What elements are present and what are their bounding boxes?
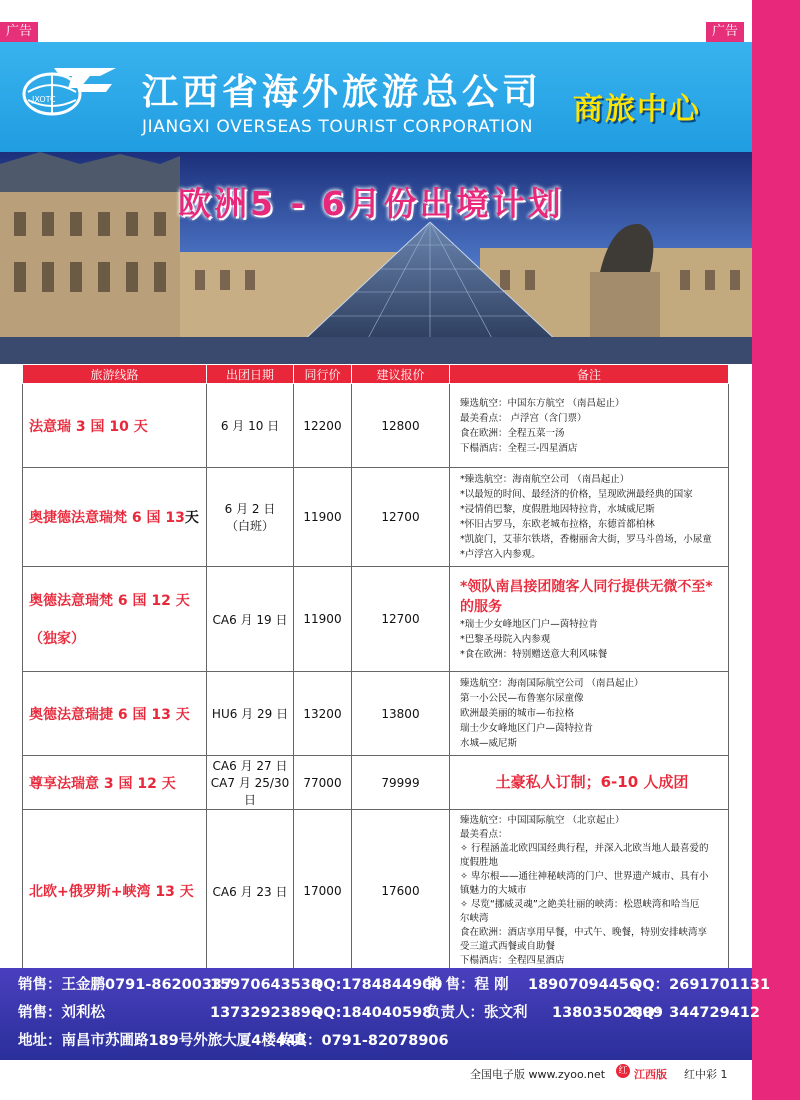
notes-cell: [450, 567, 729, 672]
note-line: 下榻酒店：全程三-四星酒店: [460, 442, 578, 454]
note-line: *怀旧古罗马，东欧老城布拉格，东德首都柏林: [460, 519, 655, 530]
date-cell: HU6 月 29 日: [207, 672, 294, 756]
notes-cell: [450, 672, 729, 756]
note-line: 镇魅力的大城市: [460, 885, 527, 896]
note-line: 臻选航空：海南国际航空公司 （南昌起止）: [460, 678, 644, 689]
highlight-note: 土豪私人订制；6-10 人成团: [495, 773, 689, 791]
edition-label: 江西版: [634, 1068, 667, 1081]
suggested-price-cell: 12700: [352, 468, 450, 567]
table-row: [23, 756, 729, 810]
company-name-en: JIANGXI OVERSEAS TOURIST CORPORATION: [142, 117, 534, 137]
date-cell: [207, 756, 294, 810]
table-row: [23, 810, 729, 973]
peer-price-cell: 11900: [294, 468, 352, 567]
note-line: 食在欧洲：酒店享用早餐，中式午、晚餐，特别安排峡湾享: [460, 927, 708, 938]
note-line: ✧ 尽览“挪威灵魂”之絶美壮丽的峡湾：松恩峡湾和哈当厄: [460, 899, 700, 910]
note-line: 尔峡湾: [460, 913, 489, 924]
table-row: [23, 567, 729, 672]
date-line: CA6 月 27 日: [212, 759, 288, 773]
note-line: ✧ 卑尔根——通往神秘峡湾的门户、世界遗产城市、具有小: [460, 871, 709, 882]
note-line: *巴黎圣母院入内参观: [460, 633, 551, 645]
site-url: 全国电子版 www.zyoo.net: [470, 1068, 606, 1081]
sales-phone-2: 18907094456: [528, 977, 639, 993]
note-line: 臻选航空：中国东方航空 （南昌起止）: [460, 397, 625, 409]
note-line: 瑞士少女峰地区门户—茵特拉肯: [460, 723, 594, 734]
sales-phone-3: 13732923896: [210, 1005, 321, 1021]
note-line: 最美看点： 卢浮宫（含门票）: [460, 412, 587, 424]
page-footer-line: [0, 1064, 752, 1082]
date-cell: CA6 月 19 日: [207, 567, 294, 672]
route-cell: [23, 468, 207, 567]
page-number: 红中彩 1: [684, 1068, 728, 1081]
notes-cell: [450, 756, 729, 810]
note-line: ✧ 行程涵盖北欧四国经典行程，并深入北欧当地人最喜爱的: [460, 843, 709, 854]
col-header-route: 旅游线路: [23, 365, 207, 384]
ad-label-right: 广告: [706, 22, 744, 42]
note-line: 下榻酒店：全程四星酒店: [460, 955, 565, 966]
manager-contact: 负责人：张文利: [426, 1005, 528, 1021]
note-line: 水城—威尼斯: [460, 738, 518, 749]
note-line: 第一小公民—布鲁塞尔尿童像: [460, 693, 584, 704]
date-line: 日: [243, 793, 256, 807]
address: 地址：南昌市苏圃路189号外旅大厦4楼448: [18, 1033, 307, 1049]
note-line: *卢浮宫入内参观。: [460, 549, 541, 560]
note-line: 受三道式西餐或自助餐: [460, 941, 556, 952]
col-header-date: 出团日期: [207, 365, 294, 384]
notes-cell: [450, 810, 729, 973]
peer-price-cell: 17000: [294, 810, 352, 973]
logo-text: JXOTC: [32, 95, 56, 104]
note-line: *臻选航空：海南航空公司 （南昌起止）: [460, 474, 630, 485]
sales-contact-2: 销 售：程 刚: [426, 977, 509, 993]
note-line: 度假胜地: [460, 857, 499, 868]
peer-price-cell: 12200: [294, 384, 352, 468]
tour-table: [22, 364, 729, 973]
note-line: 臻选航空：中国国际航空 （北京起止）: [460, 815, 625, 826]
sales-qq-3: QQ:184040598: [311, 1005, 433, 1021]
note-line: *浸情俏巴黎，度假胜地因特拉肯，水城威尼斯: [460, 504, 655, 515]
route-exclusive-tag: （独家）: [29, 631, 85, 647]
sales-qq: QQ:1784844900: [311, 977, 443, 993]
date-line: CA7 月 25/30: [210, 776, 290, 790]
peer-price-cell: 77000: [294, 756, 352, 810]
table-row: [23, 384, 729, 468]
table-row: [23, 468, 729, 567]
route-cell: 北欧+俄罗斯+峡湾 13 天: [23, 810, 207, 973]
note-line: *凯旋门，艾菲尔铁塔，香榭丽舍大街，罗马斗兽场，小尿童: [460, 534, 712, 545]
manager-qq: QQ：344729412: [630, 1005, 760, 1021]
col-header-peer-price: 同行价: [294, 365, 352, 384]
table-row: [23, 672, 729, 756]
fax: 传真：0791-82078906: [278, 1033, 449, 1049]
date-cell: CA6 月 23 日: [207, 810, 294, 973]
notes-cell: [450, 384, 729, 468]
col-header-notes: 备注: [450, 365, 729, 384]
route-cell: 法意瑞 3 国 10 天: [23, 384, 207, 468]
suggested-price-cell: 17600: [352, 810, 450, 973]
route-name: 奥德法意瑞梵 6 国 12 天: [29, 593, 190, 609]
date-line: （白班）: [225, 519, 274, 533]
note-line: *以最短的时间、最经济的价格，呈现欧洲最经典的国家: [460, 489, 693, 500]
company-name-cn: 江西省海外旅游总公司: [142, 72, 543, 113]
suggested-price-cell: 79999: [352, 756, 450, 810]
edition-badge-icon: 红: [616, 1064, 630, 1078]
company-logo-icon: [20, 62, 118, 118]
highlight-note: *领队南昌接团随客人同行提供无微不至*的服务: [460, 578, 713, 615]
contact-footer: [0, 968, 771, 1060]
suggested-price-cell: 12800: [352, 384, 450, 468]
route-name: 奥捷德法意瑞梵 6 国 13: [29, 510, 185, 526]
table-header-row: [23, 365, 729, 384]
sales-contact-3: 销售：刘利松: [18, 1005, 105, 1021]
route-cell: [23, 567, 207, 672]
note-line: *食在欧洲：特别赠送意大利风味餐: [460, 648, 608, 660]
tour-table-wrap: [22, 364, 728, 973]
note-line: 最美看点：: [460, 829, 508, 840]
note-line: 欧洲最美丽的城市—布拉格: [460, 708, 575, 719]
col-header-suggested-price: 建议报价: [352, 365, 450, 384]
ad-label-left: 广告: [0, 22, 38, 42]
date-cell: 6 月 10 日: [207, 384, 294, 468]
sales-phone: 15970643538: [210, 977, 321, 993]
date-cell: [207, 468, 294, 567]
notes-cell: [450, 468, 729, 567]
sales-contact: 销售：王金鹏0791-86200337: [18, 977, 233, 993]
banner-title: 欧洲5 - 6月份出境计划: [178, 184, 564, 223]
date-line: 6 月 2 日: [224, 502, 276, 516]
peer-price-cell: 11900: [294, 567, 352, 672]
peer-price-cell: 13200: [294, 672, 352, 756]
note-line: 食在欧洲：全程五菜一汤: [460, 427, 565, 439]
suggested-price-cell: 13800: [352, 672, 450, 756]
business-center-label: 商旅中心: [573, 92, 701, 127]
route-name-suffix: 天: [184, 510, 199, 526]
manager-phone: 13803502899: [552, 1005, 663, 1021]
route-cell: 尊享法瑞意 3 国 12 天: [23, 756, 207, 810]
route-cell: 奥德法意瑞捷 6 国 13 天: [23, 672, 207, 756]
note-line: *瑞士少女峰地区门户—茵特拉肯: [460, 618, 598, 630]
suggested-price-cell: 12700: [352, 567, 450, 672]
magenta-edge-strip: [752, 0, 800, 1100]
sales-qq-2: QQ：2691701131: [630, 977, 771, 993]
